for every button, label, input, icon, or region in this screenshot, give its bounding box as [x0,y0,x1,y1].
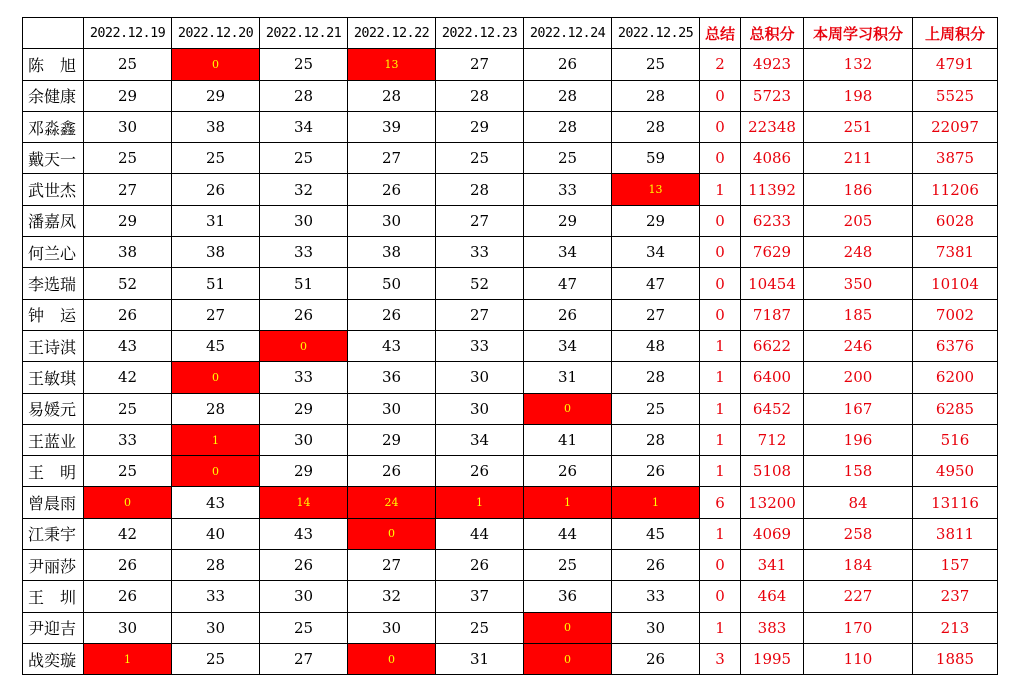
last-week-score-cell: 22097 [913,111,998,142]
daily-score-cell: 48 [612,330,700,361]
table-row [23,456,998,487]
table-row [23,111,998,142]
summary-cell: 1 [700,612,741,643]
header-row [23,18,998,49]
summary-cell: 1 [700,174,741,205]
daily-score-cell: 30 [260,581,348,612]
total-score-cell: 10454 [741,268,804,299]
daily-score-cell: 42 [84,362,172,393]
daily-score-cell: 51 [172,268,260,299]
summary-cell: 1 [700,518,741,549]
student-name-cell: 陈 旭 [23,49,84,80]
daily-score-cell: 38 [172,111,260,142]
daily-score-cell: 26 [84,550,172,581]
student-name-cell: 戴天一 [23,143,84,174]
daily-score-cell: 29 [84,205,172,236]
daily-score-cell: 38 [84,237,172,268]
this-week-score-cell: 246 [804,330,913,361]
daily-score-cell: 30 [348,393,436,424]
summary-cell: 1 [700,456,741,487]
daily-score-cell: 26 [172,174,260,205]
this-week-score-cell: 186 [804,174,913,205]
student-name-cell: 邓淼鑫 [23,111,84,142]
daily-score-cell: 28 [612,362,700,393]
daily-score-cell: 25 [172,643,260,674]
date-column-header: 2022.12.24 [524,18,612,49]
total-score-cell: 5108 [741,456,804,487]
last-week-score-cell: 237 [913,581,998,612]
daily-score-cell: 30 [260,205,348,236]
daily-score-cell: 26 [260,299,348,330]
this-week-score-cell: 200 [804,362,913,393]
student-name-cell: 钟 运 [23,299,84,330]
daily-score-cell: 28 [524,111,612,142]
student-name-cell: 余健康 [23,80,84,111]
this-week-score-cell: 132 [804,49,913,80]
table-row [23,205,998,236]
this-week-score-cell: 110 [804,643,913,674]
student-name-cell: 王敏琪 [23,362,84,393]
daily-score-cell: 43 [260,518,348,549]
table-row [23,237,998,268]
daily-score-cell: 27 [172,299,260,330]
total-score-cell: 6233 [741,205,804,236]
daily-score-cell: 28 [348,80,436,111]
daily-score-cell-flagged: 0 [524,643,612,674]
daily-score-cell-flagged: 0 [84,487,172,518]
summary-cell: 0 [700,581,741,612]
this-week-score-cell: 84 [804,487,913,518]
daily-score-cell: 45 [172,330,260,361]
daily-score-cell: 41 [524,424,612,455]
daily-score-cell: 30 [436,393,524,424]
daily-score-cell: 39 [348,111,436,142]
daily-score-cell: 26 [348,456,436,487]
daily-score-cell: 36 [348,362,436,393]
daily-score-cell: 26 [436,550,524,581]
student-name-cell: 王 明 [23,456,84,487]
this-week-score-cell: 196 [804,424,913,455]
daily-score-cell: 59 [612,143,700,174]
last-week-score-cell: 11206 [913,174,998,205]
daily-score-cell: 29 [348,424,436,455]
daily-score-cell: 25 [84,49,172,80]
daily-score-cell: 34 [524,237,612,268]
student-name-cell: 李选瑞 [23,268,84,299]
daily-score-cell: 30 [436,362,524,393]
daily-score-cell-flagged: 1 [172,424,260,455]
daily-score-cell: 29 [524,205,612,236]
last-week-score-cell: 3875 [913,143,998,174]
student-name-cell: 曾晨雨 [23,487,84,518]
daily-score-cell: 52 [436,268,524,299]
daily-score-cell: 29 [260,456,348,487]
daily-score-cell: 43 [172,487,260,518]
daily-score-cell: 45 [612,518,700,549]
summary-cell: 0 [700,111,741,142]
total-score-cell: 712 [741,424,804,455]
daily-score-cell: 32 [260,174,348,205]
daily-score-cell: 30 [260,424,348,455]
name-column-header [23,18,84,49]
daily-score-cell: 52 [84,268,172,299]
daily-score-cell: 40 [172,518,260,549]
table-row [23,268,998,299]
daily-score-cell: 34 [436,424,524,455]
this-week-score-cell: 167 [804,393,913,424]
total-score-cell: 4069 [741,518,804,549]
daily-score-cell: 26 [612,550,700,581]
daily-score-cell: 29 [172,80,260,111]
this-week-score-column-header: 本周学习积分 [804,18,913,49]
daily-score-cell-flagged: 1 [612,487,700,518]
student-name-cell: 王 圳 [23,581,84,612]
daily-score-cell: 31 [436,643,524,674]
daily-score-cell: 32 [348,581,436,612]
last-week-score-cell: 6028 [913,205,998,236]
daily-score-cell: 26 [260,550,348,581]
daily-score-cell: 28 [524,80,612,111]
last-week-score-cell: 7002 [913,299,998,330]
daily-score-cell-flagged: 24 [348,487,436,518]
daily-score-cell: 33 [612,581,700,612]
table-row [23,612,998,643]
daily-score-cell: 25 [260,612,348,643]
this-week-score-cell: 227 [804,581,913,612]
daily-score-cell: 33 [260,362,348,393]
summary-cell: 2 [700,49,741,80]
table-row [23,80,998,111]
summary-cell: 0 [700,237,741,268]
table-row [23,143,998,174]
last-week-score-cell: 6285 [913,393,998,424]
daily-score-cell: 33 [524,174,612,205]
daily-score-cell: 27 [84,174,172,205]
daily-score-cell: 26 [436,456,524,487]
daily-score-cell: 33 [436,330,524,361]
last-week-score-cell: 6376 [913,330,998,361]
last-week-score-cell: 3811 [913,518,998,549]
daily-score-cell-flagged: 1 [524,487,612,518]
daily-score-cell: 44 [524,518,612,549]
daily-score-cell: 31 [172,205,260,236]
daily-score-cell-flagged: 0 [172,362,260,393]
daily-score-cell: 47 [612,268,700,299]
daily-score-cell: 38 [348,237,436,268]
total-score-cell: 5723 [741,80,804,111]
daily-score-cell-flagged: 0 [172,49,260,80]
daily-score-cell-flagged: 0 [348,643,436,674]
total-score-cell: 6400 [741,362,804,393]
this-week-score-cell: 185 [804,299,913,330]
daily-score-cell: 25 [612,49,700,80]
table-row [23,581,998,612]
daily-score-cell: 25 [524,550,612,581]
daily-score-cell: 30 [84,111,172,142]
table-row [23,393,998,424]
daily-score-cell: 34 [612,237,700,268]
last-week-score-cell: 157 [913,550,998,581]
daily-score-cell: 27 [612,299,700,330]
daily-score-cell: 27 [348,143,436,174]
daily-score-cell: 27 [436,299,524,330]
daily-score-cell: 28 [172,550,260,581]
table-row [23,550,998,581]
this-week-score-cell: 158 [804,456,913,487]
date-column-header: 2022.12.23 [436,18,524,49]
daily-score-cell: 42 [84,518,172,549]
total-score-column-header: 总积分 [741,18,804,49]
table-row [23,362,998,393]
daily-score-cell: 28 [436,80,524,111]
daily-score-cell: 26 [524,456,612,487]
daily-score-cell: 26 [348,174,436,205]
summary-cell: 6 [700,487,741,518]
table-row [23,518,998,549]
daily-score-cell: 28 [612,111,700,142]
daily-score-cell: 26 [612,456,700,487]
total-score-cell: 4923 [741,49,804,80]
total-score-cell: 13200 [741,487,804,518]
table-row [23,330,998,361]
total-score-cell: 383 [741,612,804,643]
daily-score-cell: 26 [348,299,436,330]
daily-score-cell: 30 [172,612,260,643]
daily-score-cell: 37 [436,581,524,612]
total-score-cell: 7187 [741,299,804,330]
last-week-score-cell: 1885 [913,643,998,674]
student-name-cell: 战奕璇 [23,643,84,674]
daily-score-cell: 28 [260,80,348,111]
daily-score-cell-flagged: 0 [524,393,612,424]
last-week-score-cell: 7381 [913,237,998,268]
daily-score-cell: 26 [524,299,612,330]
total-score-cell: 6622 [741,330,804,361]
this-week-score-cell: 198 [804,80,913,111]
daily-score-cell: 28 [436,174,524,205]
daily-score-cell: 25 [172,143,260,174]
daily-score-cell: 27 [348,550,436,581]
daily-score-cell: 29 [84,80,172,111]
student-name-cell: 王蓝业 [23,424,84,455]
daily-score-cell: 29 [612,205,700,236]
summary-cell: 0 [700,80,741,111]
table-row [23,174,998,205]
daily-score-cell: 29 [436,111,524,142]
student-name-cell: 潘嘉凤 [23,205,84,236]
daily-score-cell: 25 [84,456,172,487]
student-name-cell: 何兰心 [23,237,84,268]
date-column-header: 2022.12.25 [612,18,700,49]
daily-score-cell-flagged: 13 [612,174,700,205]
last-week-score-cell: 6200 [913,362,998,393]
daily-score-cell: 51 [260,268,348,299]
daily-score-cell: 28 [612,424,700,455]
this-week-score-cell: 251 [804,111,913,142]
daily-score-cell: 26 [524,49,612,80]
student-name-cell: 易媛元 [23,393,84,424]
daily-score-cell: 25 [524,143,612,174]
this-week-score-cell: 184 [804,550,913,581]
daily-score-cell: 33 [436,237,524,268]
total-score-cell: 11392 [741,174,804,205]
daily-score-cell-flagged: 1 [436,487,524,518]
last-week-score-cell: 13116 [913,487,998,518]
last-week-score-column-header: 上周积分 [913,18,998,49]
daily-score-cell: 25 [436,612,524,643]
daily-score-cell: 25 [84,143,172,174]
daily-score-cell: 33 [260,237,348,268]
summary-column-header: 总结 [700,18,741,49]
table-body [23,49,998,675]
total-score-cell: 464 [741,581,804,612]
daily-score-cell-flagged: 0 [172,456,260,487]
daily-score-cell: 34 [260,111,348,142]
student-name-cell: 江秉宇 [23,518,84,549]
last-week-score-cell: 4791 [913,49,998,80]
daily-score-cell: 26 [84,299,172,330]
daily-score-cell: 27 [436,49,524,80]
total-score-cell: 341 [741,550,804,581]
total-score-cell: 6452 [741,393,804,424]
this-week-score-cell: 258 [804,518,913,549]
table-row [23,424,998,455]
daily-score-cell: 25 [84,393,172,424]
table-row [23,643,998,674]
daily-score-cell: 38 [172,237,260,268]
daily-score-cell-flagged: 0 [348,518,436,549]
student-name-cell: 尹迎吉 [23,612,84,643]
last-week-score-cell: 5525 [913,80,998,111]
daily-score-cell-flagged: 14 [260,487,348,518]
date-column-header: 2022.12.20 [172,18,260,49]
summary-cell: 3 [700,643,741,674]
daily-score-cell: 25 [436,143,524,174]
summary-cell: 1 [700,424,741,455]
this-week-score-cell: 248 [804,237,913,268]
student-name-cell: 王诗淇 [23,330,84,361]
daily-score-cell-flagged: 0 [260,330,348,361]
daily-score-cell: 33 [84,424,172,455]
this-week-score-cell: 350 [804,268,913,299]
total-score-cell: 1995 [741,643,804,674]
daily-score-cell: 36 [524,581,612,612]
daily-score-cell: 33 [172,581,260,612]
daily-score-cell: 50 [348,268,436,299]
daily-score-cell: 27 [260,643,348,674]
date-column-header: 2022.12.21 [260,18,348,49]
last-week-score-cell: 516 [913,424,998,455]
daily-score-cell: 27 [436,205,524,236]
daily-score-cell: 30 [612,612,700,643]
student-name-cell: 尹丽莎 [23,550,84,581]
summary-cell: 0 [700,205,741,236]
this-week-score-cell: 170 [804,612,913,643]
summary-cell: 0 [700,143,741,174]
summary-cell: 1 [700,393,741,424]
summary-cell: 0 [700,299,741,330]
daily-score-cell: 30 [84,612,172,643]
daily-score-cell: 25 [260,49,348,80]
daily-score-cell: 25 [260,143,348,174]
daily-score-cell: 43 [348,330,436,361]
daily-score-cell: 28 [612,80,700,111]
last-week-score-cell: 10104 [913,268,998,299]
summary-cell: 1 [700,330,741,361]
date-column-header: 2022.12.19 [84,18,172,49]
daily-score-cell: 25 [612,393,700,424]
date-column-header: 2022.12.22 [348,18,436,49]
daily-score-cell: 31 [524,362,612,393]
daily-score-cell-flagged: 0 [524,612,612,643]
daily-score-cell: 44 [436,518,524,549]
student-name-cell: 武世杰 [23,174,84,205]
total-score-cell: 4086 [741,143,804,174]
summary-cell: 1 [700,362,741,393]
summary-cell: 0 [700,550,741,581]
daily-score-cell: 29 [260,393,348,424]
last-week-score-cell: 213 [913,612,998,643]
table-row [23,49,998,80]
daily-score-cell: 30 [348,612,436,643]
last-week-score-cell: 4950 [913,456,998,487]
daily-score-cell: 26 [84,581,172,612]
table-row [23,299,998,330]
daily-score-cell-flagged: 13 [348,49,436,80]
total-score-cell: 7629 [741,237,804,268]
daily-score-cell: 30 [348,205,436,236]
this-week-score-cell: 205 [804,205,913,236]
daily-score-cell: 47 [524,268,612,299]
daily-score-cell: 34 [524,330,612,361]
weekly-score-table [22,17,998,675]
daily-score-cell: 26 [612,643,700,674]
daily-score-cell: 28 [172,393,260,424]
this-week-score-cell: 211 [804,143,913,174]
daily-score-cell-flagged: 1 [84,643,172,674]
summary-cell: 0 [700,268,741,299]
daily-score-cell: 43 [84,330,172,361]
table-row [23,487,998,518]
total-score-cell: 22348 [741,111,804,142]
